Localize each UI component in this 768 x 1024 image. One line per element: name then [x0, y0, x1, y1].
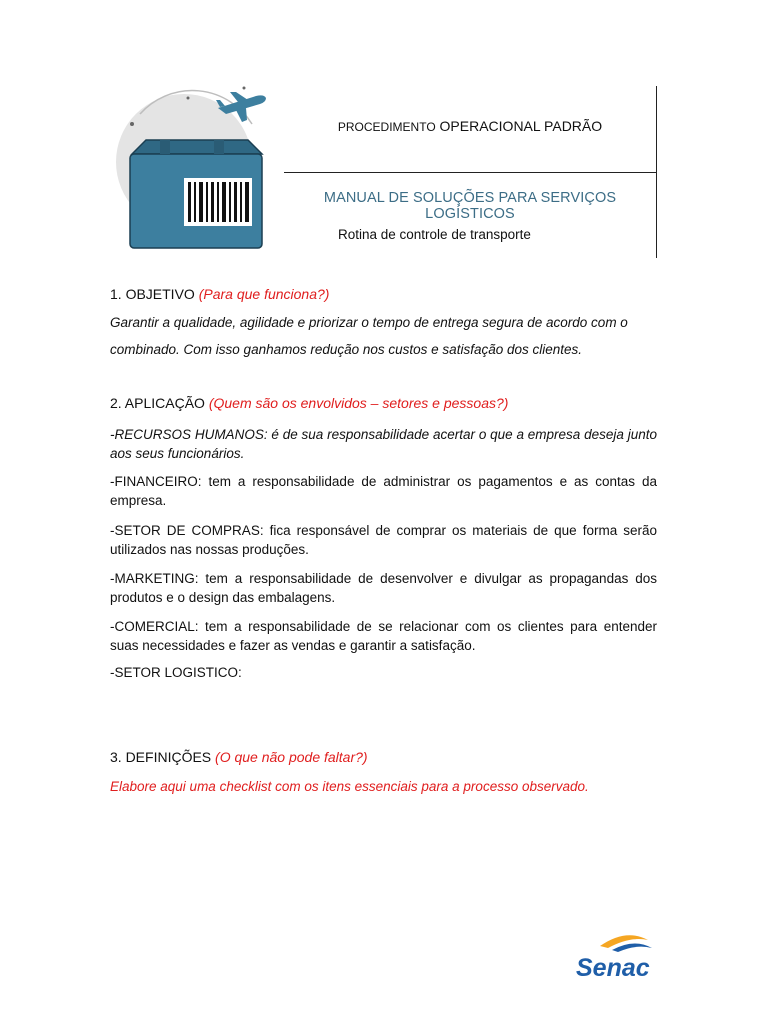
aplicacao-comercial: -COMERCIAL: tem a responsabilidade de se relacionar com os clientes para entender suas necessidades e fazer as vendas e garantir a satisfação.: [110, 619, 657, 653]
section-aplicacao-title: [110, 395, 508, 411]
routine-subtitle: Rotina de controle de transporte: [338, 227, 531, 242]
section-aplicacao-hint: (Quem são os envolvidos – setores e pessoas?): [208, 395, 509, 411]
objetivo-line-1: Garantir a qualidade, agilidade e priorizar o tempo de entrega segura de acordo com o: [110, 315, 628, 330]
section-definicoes-heading: 3. DEFINIÇÕES: [110, 749, 212, 765]
section-objetivo-title: [110, 286, 329, 302]
aplicacao-marketing: -MARKETING: tem a responsabilidade de desenvolver e divulgar as propagandas dos produtos e o design das embalagens.: [110, 571, 657, 605]
definicoes-instruction: Elabore aqui uma checklist com os itens essenciais para a processo observado.: [110, 779, 589, 794]
package-box-icon: [130, 140, 262, 248]
section-definicoes-hint: (O que não pode faltar?): [215, 749, 368, 765]
procedure-title: [284, 118, 656, 134]
procedure-title-large: OPERACIONAL PADRÃO: [439, 118, 603, 134]
objetivo-line-2: combinado. Com isso ganhamos redução nos custos e satisfação dos clientes.: [110, 342, 583, 357]
logistics-box-illustration: [112, 84, 282, 256]
svg-text:Senac: Senac: [576, 954, 650, 980]
aplicacao-financeiro: -FINANCEIRO: tem a responsabilidade de administrar os pagamentos e as contas da empresa.: [110, 474, 657, 508]
senac-logo: [574, 928, 658, 980]
section-objetivo-heading: 1. OBJETIVO: [110, 286, 195, 302]
section-aplicacao-heading: 2. APLICAÇÃO: [110, 395, 205, 411]
header-horizontal-divider: [284, 172, 657, 173]
aplicacao-compras: -SETOR DE COMPRAS: fica responsável de comprar os materiais de que forma serão utilizados nas nossas produções.: [110, 523, 657, 557]
manual-title: MANUAL DE SOLUÇÕES PARA SERVIÇOS LOGÍSTICOS: [323, 190, 617, 222]
aplicacao-rh: -RECURSOS HUMANOS: é de sua responsabilidade acertar o que a empresa deseja junto aos seus funcionários.: [110, 427, 657, 461]
aplicacao-logistico: -SETOR LOGISTICO:: [110, 665, 242, 680]
section-objetivo-hint: (Para que funciona?): [198, 286, 330, 302]
section-definicoes-title: [110, 749, 368, 765]
procedure-title-small: PROCEDIMENTO: [337, 120, 436, 134]
